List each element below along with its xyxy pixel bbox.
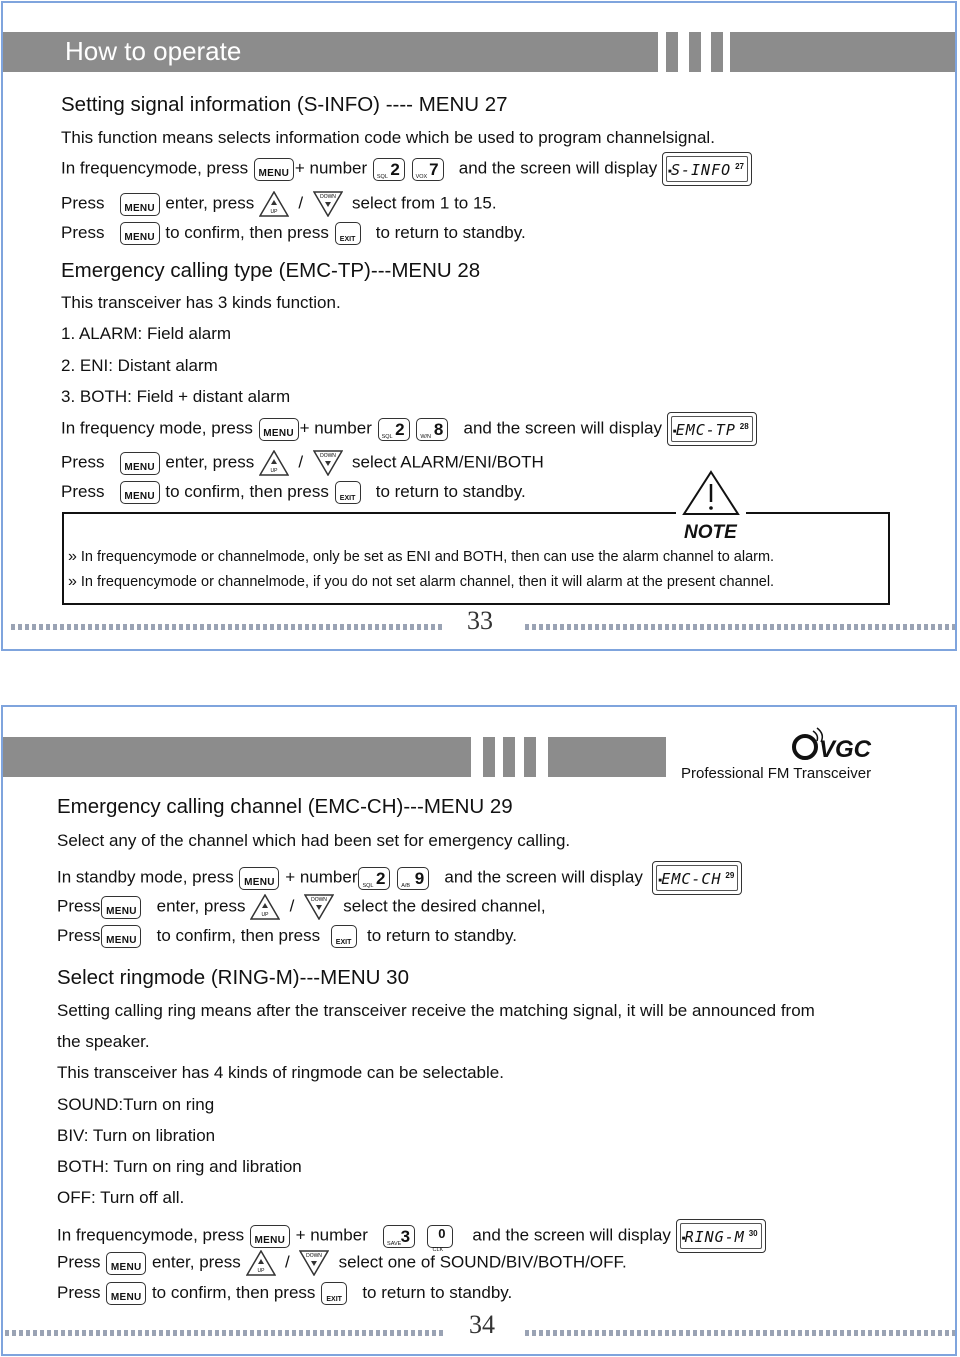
key-label: MENU	[258, 167, 290, 179]
header-stripe	[689, 32, 701, 72]
key-label: UP	[270, 468, 278, 474]
exit-key-icon	[321, 1282, 347, 1305]
page-number: 34	[469, 1310, 495, 1339]
instruction-line	[61, 152, 752, 186]
exit-key-icon	[335, 222, 361, 245]
footer-dots	[525, 624, 957, 630]
instruction-line	[61, 412, 757, 446]
lcd-text: EMC-TP	[675, 421, 736, 439]
text: Press	[57, 1282, 101, 1302]
text: + number	[299, 418, 372, 438]
section-heading: Emergency calling channel (EMC-CH)---MENU 29	[57, 795, 513, 818]
key-sub: SQL	[376, 173, 388, 180]
text: to confirm, then press	[151, 1282, 316, 1302]
text: In standby mode, press	[57, 867, 234, 887]
number-key-icon	[358, 867, 390, 890]
menu-key-icon	[120, 481, 160, 504]
text: In frequencymode, press	[61, 158, 249, 178]
key-label: DOWN	[319, 453, 336, 459]
section-heading: Emergency calling type (EMC-TP)---MENU 28	[61, 259, 481, 282]
menu-key-icon	[106, 1252, 146, 1275]
text: In frequencymode, press	[57, 1225, 245, 1245]
text: enter, press	[165, 193, 255, 213]
lcd-text: EMC-CH	[661, 870, 722, 888]
brand-logo-icon	[791, 725, 901, 765]
menu-key-icon	[250, 1225, 290, 1248]
number-key-icon	[373, 158, 405, 181]
key-label: MENU	[124, 202, 155, 214]
text: Press	[61, 193, 105, 213]
instruction-line	[57, 861, 742, 895]
text: to return to standby.	[367, 925, 517, 945]
warning-triangle-icon	[676, 468, 746, 522]
up-key-icon	[259, 450, 289, 476]
menu-key-icon	[254, 158, 294, 181]
footer-dots	[525, 1330, 957, 1336]
text: enter, press	[156, 896, 246, 916]
page-number: 33	[467, 606, 493, 635]
list-item: 1. ALARM: Field alarm	[61, 324, 232, 343]
lcd-number: 28	[739, 422, 749, 431]
text: /	[289, 896, 295, 916]
key-sub: SQL	[362, 882, 374, 889]
up-key-icon	[246, 1250, 276, 1276]
key-digit: 7	[429, 159, 439, 179]
warning-icon	[676, 468, 746, 544]
text: select ALARM/ENI/BOTH	[352, 452, 544, 472]
key-label: UP	[270, 209, 278, 215]
text-line: This transceiver has 3 kinds function.	[61, 293, 341, 312]
key-label: EXIT	[326, 1296, 342, 1303]
header-bar-right	[730, 32, 957, 72]
text: In frequencymode or channelmode, if you do not set alarm channel, then it will alarm at the present channel.	[80, 574, 775, 590]
key-sub: W/N	[420, 433, 432, 440]
list-item: 2. ENI: Distant alarm	[61, 356, 218, 375]
instruction-line	[61, 222, 526, 245]
key-label: EXIT	[339, 495, 356, 502]
text-line: This function means selects information code which be used to program channelsignal.	[61, 128, 715, 147]
key-sub: VOX	[415, 173, 428, 180]
menu-key-icon	[101, 925, 141, 948]
text-line: the speaker.	[57, 1032, 150, 1051]
key-digit: 3	[400, 1226, 411, 1246]
key-digit: 2	[390, 159, 400, 179]
key-sub: SQL	[381, 433, 393, 440]
text: select one of SOUND/BIV/BOTH/OFF.	[338, 1252, 627, 1272]
text: Press	[61, 481, 105, 501]
text: /	[298, 193, 304, 213]
text: select from 1 to 15.	[352, 193, 497, 213]
up-key-icon	[259, 191, 289, 217]
text: Press	[61, 222, 105, 242]
instruction-line	[57, 925, 517, 948]
text: to return to standby.	[362, 1282, 513, 1302]
lcd-text: RING-M	[684, 1228, 745, 1246]
key-digit: 0	[438, 1225, 446, 1241]
double-chevron-icon: »	[68, 548, 77, 565]
menu-key-icon	[120, 193, 160, 216]
key-label: MENU	[110, 1261, 142, 1273]
list-item: OFF: Turn off all.	[57, 1188, 185, 1207]
text: /	[298, 452, 304, 472]
list-item: 3. BOTH: Field + distant alarm	[61, 387, 291, 406]
number-key-icon	[383, 1225, 415, 1248]
text: + number	[294, 158, 368, 178]
key-label: MENU	[263, 427, 294, 439]
text-line: Setting calling ring means after the transceiver receive the matching signal, it will be announced from	[57, 1001, 815, 1020]
key-digit: 8	[433, 419, 444, 439]
key-label: DOWN	[310, 897, 327, 903]
lcd-display-icon: ■ S-INFO 27	[662, 152, 752, 186]
list-item: BIV: Turn on libration	[57, 1126, 216, 1145]
section-heading: Select ringmode (RING-M)---MENU 30	[57, 966, 409, 989]
menu-key-icon	[120, 452, 160, 475]
text-line: This transceiver has 4 kinds of ringmode can be selectable.	[57, 1063, 504, 1082]
brand-subtitle: Professional FM Transceiver	[681, 765, 872, 782]
down-key-icon	[299, 1250, 329, 1276]
note-line	[68, 573, 774, 591]
footer-dots	[5, 1330, 443, 1336]
instruction-line	[61, 191, 497, 217]
header-stripe	[483, 737, 495, 777]
key-label: EXIT	[335, 939, 352, 946]
text: and the screen will display	[463, 418, 662, 438]
text: enter, press	[151, 1252, 241, 1272]
text: and the screen will display	[444, 867, 643, 887]
list-item: BOTH: Turn on ring and libration	[57, 1157, 302, 1176]
key-sub: CLK	[432, 1246, 444, 1253]
number-key-icon	[397, 867, 429, 890]
text-line: Select any of the channel which had been set for emergency calling.	[57, 831, 571, 850]
lcd-display-icon: ■ RING-M 30	[676, 1219, 766, 1253]
key-label: DOWN	[319, 194, 336, 200]
text: Press	[57, 925, 101, 945]
header-stripe	[524, 737, 536, 777]
text: select the desired channel,	[343, 896, 546, 916]
key-label: MENU	[124, 491, 155, 502]
exit-key-icon	[335, 481, 361, 504]
lcd-display-icon: ■ EMC-TP 28	[667, 412, 757, 446]
text: and the screen will display	[472, 1225, 671, 1245]
text: and the screen will display	[458, 158, 658, 178]
text: + number	[285, 867, 358, 887]
instruction-line	[57, 1250, 627, 1276]
lcd-number: 27	[735, 162, 744, 171]
header-stripe	[503, 737, 515, 777]
instruction-line	[57, 1282, 512, 1305]
key-label: MENU	[106, 935, 137, 946]
text: to confirm, then press	[165, 222, 329, 242]
key-label: MENU	[124, 232, 155, 243]
key-digit: 2	[395, 419, 405, 439]
header-stripe	[711, 32, 723, 72]
header-bar	[3, 32, 658, 72]
brand-logo-text: VGC	[819, 736, 872, 763]
text: to confirm, then press	[156, 925, 321, 945]
menu-key-icon	[101, 896, 141, 919]
instruction-line	[57, 894, 546, 920]
down-key-icon	[313, 191, 343, 217]
key-label: UP	[257, 1268, 264, 1274]
key-sub: SAVE	[387, 1240, 402, 1247]
key-label: MENU	[124, 461, 155, 473]
number-key-icon	[412, 158, 444, 181]
down-key-icon	[313, 450, 343, 476]
menu-key-icon	[106, 1282, 146, 1305]
page-title: How to operate	[65, 36, 242, 66]
key-label: MENU	[254, 1234, 286, 1246]
key-digit: 9	[414, 868, 425, 888]
lcd-display-icon: ■ EMC-CH 29	[652, 861, 742, 895]
note-label: NOTE	[684, 522, 737, 543]
key-label: MENU	[110, 1292, 142, 1303]
instruction-line	[57, 1219, 766, 1253]
key-label: MENU	[244, 876, 275, 888]
text: to confirm, then press	[165, 481, 329, 501]
text: to return to standby.	[375, 222, 526, 242]
text: to return to standby.	[375, 481, 526, 501]
key-label: DOWN	[306, 1253, 323, 1259]
key-sub: A/B	[401, 882, 411, 889]
key-digit: 2	[376, 868, 386, 888]
text: /	[284, 1252, 290, 1272]
text: In frequency mode, press	[61, 418, 253, 438]
header-bar	[3, 737, 471, 777]
double-chevron-icon: »	[68, 573, 77, 590]
number-key-icon	[427, 1225, 453, 1253]
section-heading: Setting signal information (S-INFO) ---- MENU 27	[61, 93, 508, 116]
menu-key-icon	[120, 222, 160, 245]
text: In frequencymode or channelmode, only be set as ENI and BOTH, then can use the alarm channel to alarm.	[80, 549, 775, 565]
instruction-line	[61, 450, 544, 476]
menu-key-icon	[259, 418, 299, 441]
text: Press	[57, 1252, 101, 1272]
header-stripe	[666, 32, 678, 72]
header-bar-right	[548, 737, 666, 777]
lcd-number: 29	[725, 871, 735, 880]
text: enter, press	[165, 452, 255, 472]
down-key-icon	[304, 894, 334, 920]
note-box	[62, 512, 890, 605]
text: Press	[57, 896, 101, 916]
manual-page-33	[1, 1, 957, 651]
manual-page-34	[1, 705, 957, 1356]
number-key-icon	[378, 418, 410, 441]
lcd-number: 30	[748, 1229, 758, 1238]
up-key-icon	[250, 894, 280, 920]
key-label: UP	[261, 912, 269, 918]
key-label: EXIT	[339, 236, 356, 243]
instruction-line	[61, 481, 526, 504]
footer-dots	[11, 624, 443, 630]
lcd-text: S-INFO	[670, 161, 732, 179]
text: + number	[295, 1225, 368, 1245]
exit-key-icon	[331, 925, 357, 948]
number-key-icon	[416, 418, 448, 441]
key-label: MENU	[106, 905, 137, 917]
menu-key-icon	[239, 867, 279, 890]
text: Press	[61, 452, 105, 472]
note-line	[68, 548, 774, 566]
list-item: SOUND:Turn on ring	[57, 1095, 215, 1114]
